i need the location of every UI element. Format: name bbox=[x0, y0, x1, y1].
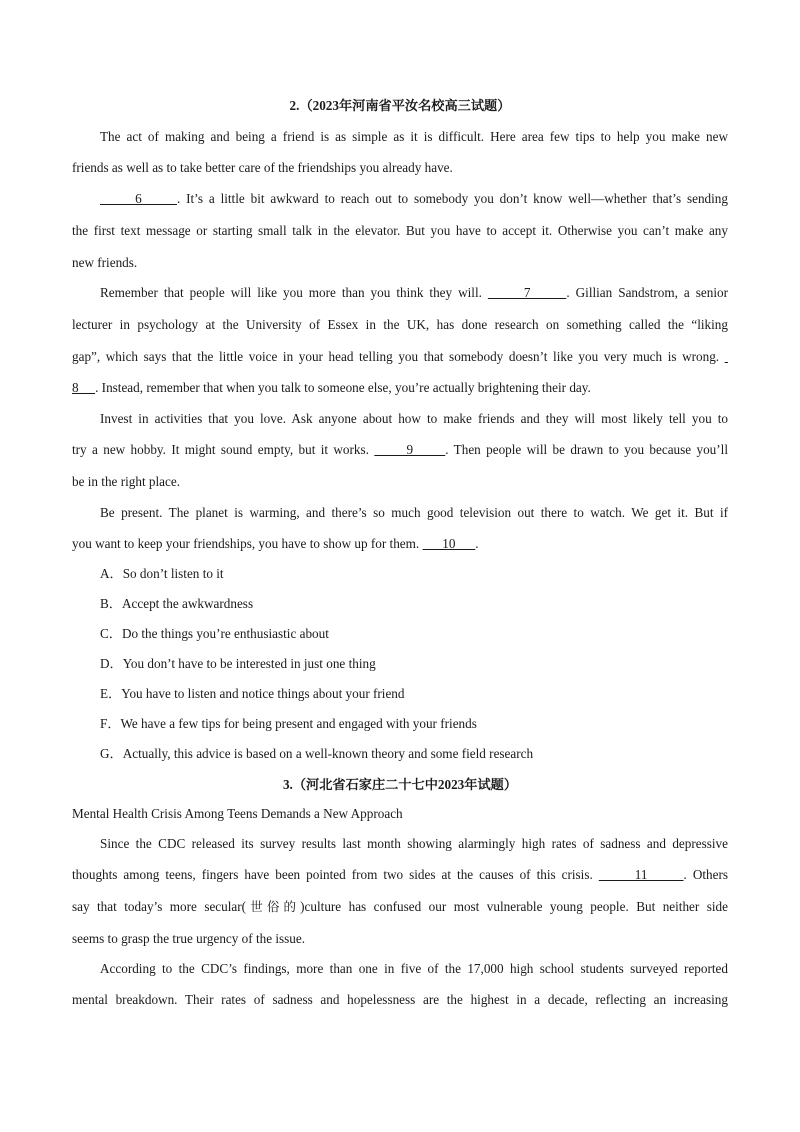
blank-8[interactable]: 8 bbox=[72, 380, 96, 395]
question-2-heading: 2.（2023年河南省平汝名校高三试题） bbox=[289, 98, 511, 113]
q2-p4-line1: Invest in activities that you love. Ask anyone about how to make friends and they will most likely tell you to bbox=[100, 411, 728, 426]
option-b[interactable]: B．Accept the awkwardness bbox=[100, 596, 254, 611]
q2-p1-line2: friends as well as to take better care of the friendships you already have. bbox=[72, 160, 453, 175]
q2-p3-line4: 8 . Instead, remember that when you talk to someone else, you’re actually brightening their day. bbox=[72, 380, 591, 395]
q3-p2-line2: mental breakdown. Their rates of sadness and hopelessness are the highest in a decade, reflecting an increasing bbox=[72, 992, 728, 1007]
blank-10[interactable]: 10 bbox=[422, 536, 476, 551]
q3-article-title: Mental Health Crisis Among Teens Demands a New Approach bbox=[72, 806, 403, 821]
q3-p1-line4: seems to grasp the true urgency of the issue. bbox=[72, 931, 306, 946]
blank-11[interactable]: 11 bbox=[598, 867, 684, 882]
q3-p2-line1: According to the CDC’s findings, more than one in five of the 17,000 high school students surveyed reported bbox=[100, 961, 728, 976]
q2-p3-line1: Remember that people will like you more than you think they will. 7 . Gillian Sandstrom, a senior bbox=[100, 285, 729, 300]
q2-p2-line3: new friends. bbox=[72, 255, 138, 270]
q3-p1-line1: Since the CDC released its survey results last month showing alarmingly high rates of sadness and depressive bbox=[100, 836, 728, 851]
q2-p5-line2: you want to keep your friendships, you have to show up for them. 10 . bbox=[72, 536, 479, 551]
option-d[interactable]: D．You don’t have to be interested in just one thing bbox=[100, 656, 376, 671]
blank-7[interactable]: 7 bbox=[487, 285, 567, 300]
option-g[interactable]: G．Actually, this advice is based on a well-known theory and some field research bbox=[100, 746, 534, 761]
option-c[interactable]: C．Do the things you’re enthusiastic about bbox=[100, 626, 329, 641]
question-3-heading: 3.（河北省石家庄二十七中2023年试题） bbox=[282, 777, 518, 792]
q2-p3-line3: gap”, which says that the little voice in your head telling you that somebody doesn’t like you very much is wrong. bbox=[72, 349, 725, 364]
blank-6[interactable]: 6 bbox=[100, 191, 177, 206]
q2-p2-line1: 6 . It’s a little bit awkward to reach out to somebody you don’t know well—whether that’s sending bbox=[100, 191, 728, 206]
q2-p3-line2: lecturer in psychology at the University of Essex in the UK, has done research on something called the “liking bbox=[72, 317, 728, 332]
q2-p1-line1: The act of making and being a friend is as simple as it is difficult. Here area few tips to help you make new bbox=[100, 129, 728, 144]
option-a[interactable]: A．So don’t listen to it bbox=[100, 566, 224, 581]
q2-p5-line1: Be present. The planet is warming, and there’s so much good television out there to watch. We get it. But if bbox=[100, 505, 728, 520]
q2-p4-line3: be in the right place. bbox=[72, 474, 181, 489]
q2-p2-line2: the first text message or starting small talk in the elevator. But you have to accept it. Otherwise you can’t make any bbox=[72, 223, 728, 238]
option-e[interactable]: E．You have to listen and notice things about your friend bbox=[100, 686, 405, 701]
blank-9[interactable]: 9 bbox=[374, 442, 446, 457]
q2-p4-line2: try a new hobby. It might sound empty, but it works. 9 . Then people will be drawn to you because you’ll bbox=[72, 442, 728, 457]
q3-p1-line3: say that today’s more secular(世俗的)culture has confused our most vulnerable young people. But neither side bbox=[72, 899, 728, 914]
q3-p1-line2: thoughts among teens, fingers have been pointed from two sides at the causes of this crisis. 11 . Others bbox=[72, 867, 728, 882]
option-f[interactable]: F．We have a few tips for being present and engaged with your friends bbox=[100, 716, 477, 731]
